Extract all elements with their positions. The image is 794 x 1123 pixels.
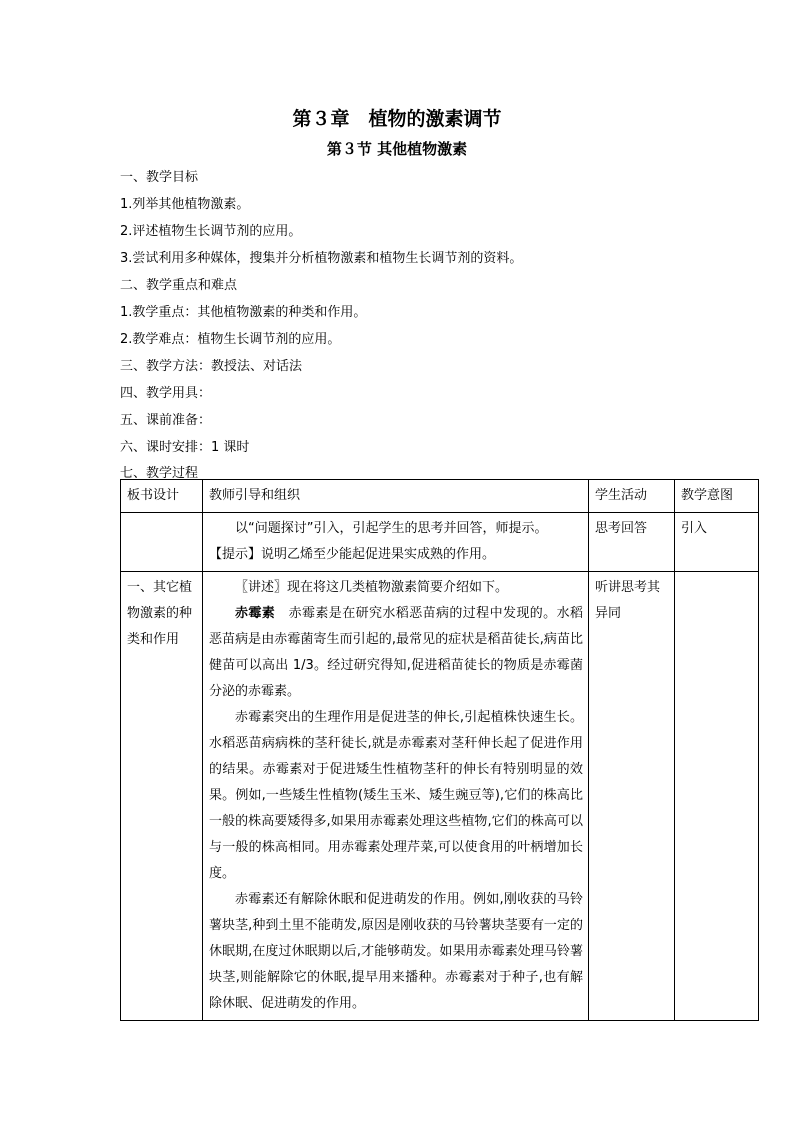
materials-line: 四、教学用具： — [120, 386, 212, 401]
cell-intent — [675, 572, 759, 1021]
table-header-row — [121, 480, 759, 513]
gibberellin-paragraph — [209, 601, 583, 705]
growth-effect-paragraph: 赤霉素突出的生理作用是促进茎的伸长,引起植株快速生长。水稻恶苗病病株的茎秆徒长,就是赤霉素对茎秆伸长起了促进作用的结果。赤霉素对于促进矮生性植物茎秆的伸长有特别明显的效果。例如,一些矮生性植物(矮生玉米、矮生豌豆等),它们的株高比一般的株高要矮得多,如果用赤霉素处理这些植物,它们的株高可以与一般的株高相同。用赤霉素处理芹菜,可以使食用的叶柄增加长度。 — [209, 710, 583, 881]
intro-text: 以“问题探讨”引入，引起学生的思考并回答，师提示。 — [235, 521, 548, 536]
hint-text: 【提示】说明乙烯至少能起促进果实成熟的作用。 — [209, 547, 496, 562]
key-points-heading: 二、教学重点和难点 — [120, 278, 238, 293]
table-row — [121, 513, 759, 572]
preparation-line: 五、课前准备： — [120, 413, 212, 428]
header-teacher-guidance: 教师引导和组织 — [203, 480, 589, 513]
methods-line: 三、教学方法：教授法、对话法 — [120, 359, 303, 374]
section-title: 第３节 其他植物激素 — [326, 140, 468, 158]
objective-1: 1.列举其他植物激素。 — [120, 197, 250, 212]
cell-student: 听讲思考其异同 — [589, 572, 675, 1021]
cell-teacher — [203, 513, 589, 572]
objective-2: 2.评述植物生长调节剂的应用。 — [120, 224, 302, 239]
cell-student: 思考回答 — [589, 513, 675, 572]
chapter-title: 第３章 植物的激素调节 — [292, 108, 502, 130]
difficult-point: 2.教学难点：植物生长调节剂的应用。 — [120, 332, 341, 347]
gibberellin-text: 赤霉素是在研究水稻恶苗病的过程中发现的。水稻恶苗病是由赤霉菌寄生而引起的,最常见的症状是稻苗徒长,病苗比健苗可以高出 1/3。经过研究得知,促进稻苗徒长的物质是赤霉菌分泌的赤霉素。 — [209, 606, 583, 699]
lesson-process-table — [120, 479, 759, 1021]
dormancy-paragraph: 赤霉素还有解除休眠和促进萌发的作用。例如,刚收获的马铃薯块茎,种到土里不能萌发,原因是刚收获的马铃薯块茎要有一定的休眠期,在度过休眠期以后,才能够萌发。如果用赤霉素处理马铃薯块茎,则能解除它的休眠,提早用来播种。赤霉素对于种子,也有解除休眠、促进萌发的作用。 — [209, 892, 583, 1011]
header-teaching-intent: 教学意图 — [675, 480, 759, 513]
objectives-heading: 一、教学目标 — [120, 170, 199, 185]
lecture-intro: 〖讲述〗现在将这几类植物激素简要介绍如下。 — [235, 580, 509, 595]
cell-design: 一、其它植物激素的种类和作用 — [121, 572, 203, 1021]
header-student-activity: 学生活动 — [589, 480, 675, 513]
gibberellin-term: 赤霉素 — [235, 606, 276, 621]
cell-teacher — [203, 572, 589, 1021]
schedule-line: 六、课时安排：1 课时 — [120, 440, 250, 455]
header-board-design: 板书设计 — [121, 480, 203, 513]
cell-design — [121, 513, 203, 572]
table-row — [121, 572, 759, 1021]
key-point: 1.教学重点：其他植物激素的种类和作用。 — [120, 305, 367, 320]
process-heading: 七、教学过程 — [120, 466, 199, 481]
objective-3: 3.尝试利用多种媒体，搜集并分析植物激素和植物生长调节剂的资料。 — [120, 251, 523, 266]
cell-intent: 引入 — [675, 513, 759, 572]
